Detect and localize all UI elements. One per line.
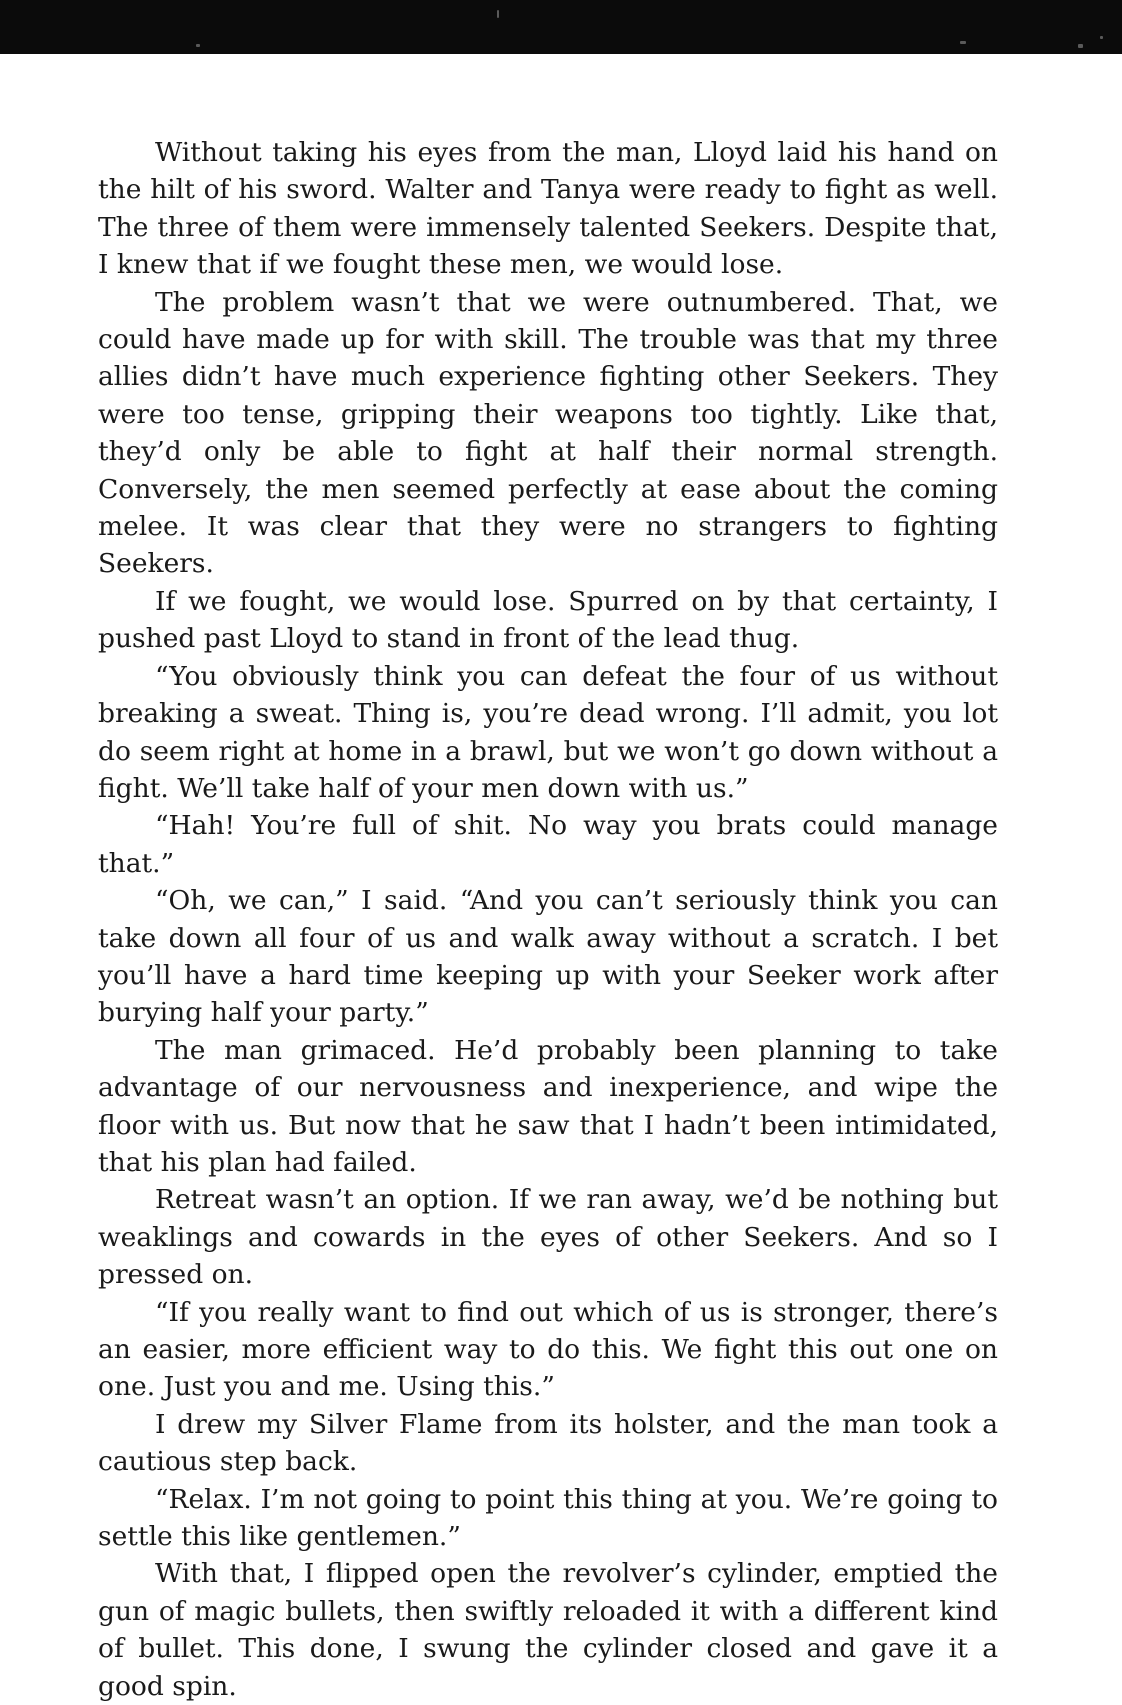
paragraph: The problem wasn’t that we were outnumbered. That, we could have made up for with skill. The trouble was that my three allies didn’t have much experience fighting other Seekers. They were too tense, gripping their weapons too tightly. Like that, they’d only be able to fight at half their normal strength. Conversely, the men seemed perfectly at ease about the coming melee. It was clear that they were no strangers to fighting Seekers. [98, 286, 998, 580]
paragraph: “Relax. I’m not going to point this thing at you. We’re going to settle this like gentlemen.” [98, 1483, 998, 1553]
paragraph: “You obviously think you can defeat the four of us without breaking a sweat. Thing is, you’re dead wrong. I’ll admit, you lot do seem right at home in a brawl, but we won’t go down without a fight. We’ll take half of your men down with us.” [98, 660, 998, 804]
paragraph: “Hah! You’re full of shit. No way you brats could manage that.” [98, 810, 998, 879]
scan-speck [497, 10, 499, 18]
paragraph: “If you really want to find out which of us is stronger, there’s an easier, more efficient way to do this. We fight this out one on one. Just you and me. Using this.” [98, 1296, 998, 1403]
paragraph: I drew my Silver Flame from its holster, and the man took a cautious step back. [98, 1408, 998, 1478]
scan-speck [960, 41, 966, 44]
scan-speck [1078, 44, 1083, 48]
paragraph: If we fought, we would lose. Spurred on by that certainty, I pushed past Lloyd to stand in front of the lead thug. [98, 585, 998, 655]
paragraph: Retreat wasn’t an option. If we ran away, we’d be nothing but weaklings and cowards in the eyes of other Seekers. And so I pressed on. [98, 1184, 998, 1291]
scan-speck [1100, 36, 1103, 39]
paragraph: Without taking his eyes from the man, Lloyd laid his hand on the hilt of his sword. Walter and Tanya were ready to fight as well. The three of them were immensely talented Seekers. Despite that, I knew that if we fought these men, we would lose. [98, 137, 998, 281]
paragraph: With that, I flipped open the revolver’s cylinder, emptied the gun of magic bullets, then swiftly reloaded it with a different kind of bullet. This done, I swung the cylinder closed and gave it a good spin. [98, 1558, 998, 1702]
chapter-body-text [98, 134, 998, 1705]
paragraph: The man grimaced. He’d probably been planning to take advantage of our nervousness and inexperience, and wipe the floor with us. But now that he saw that I hadn’t been intimidated, that his plan had failed. [98, 1034, 998, 1178]
scan-top-border [0, 0, 1122, 54]
paragraph: “Oh, we can,” I said. “And you can’t seriously think you can take down all four of us and walk away without a scratch. I bet you’ll have a hard time keeping up with your Seeker work after burying half your party.” [98, 885, 998, 1029]
scan-speck [196, 44, 200, 47]
